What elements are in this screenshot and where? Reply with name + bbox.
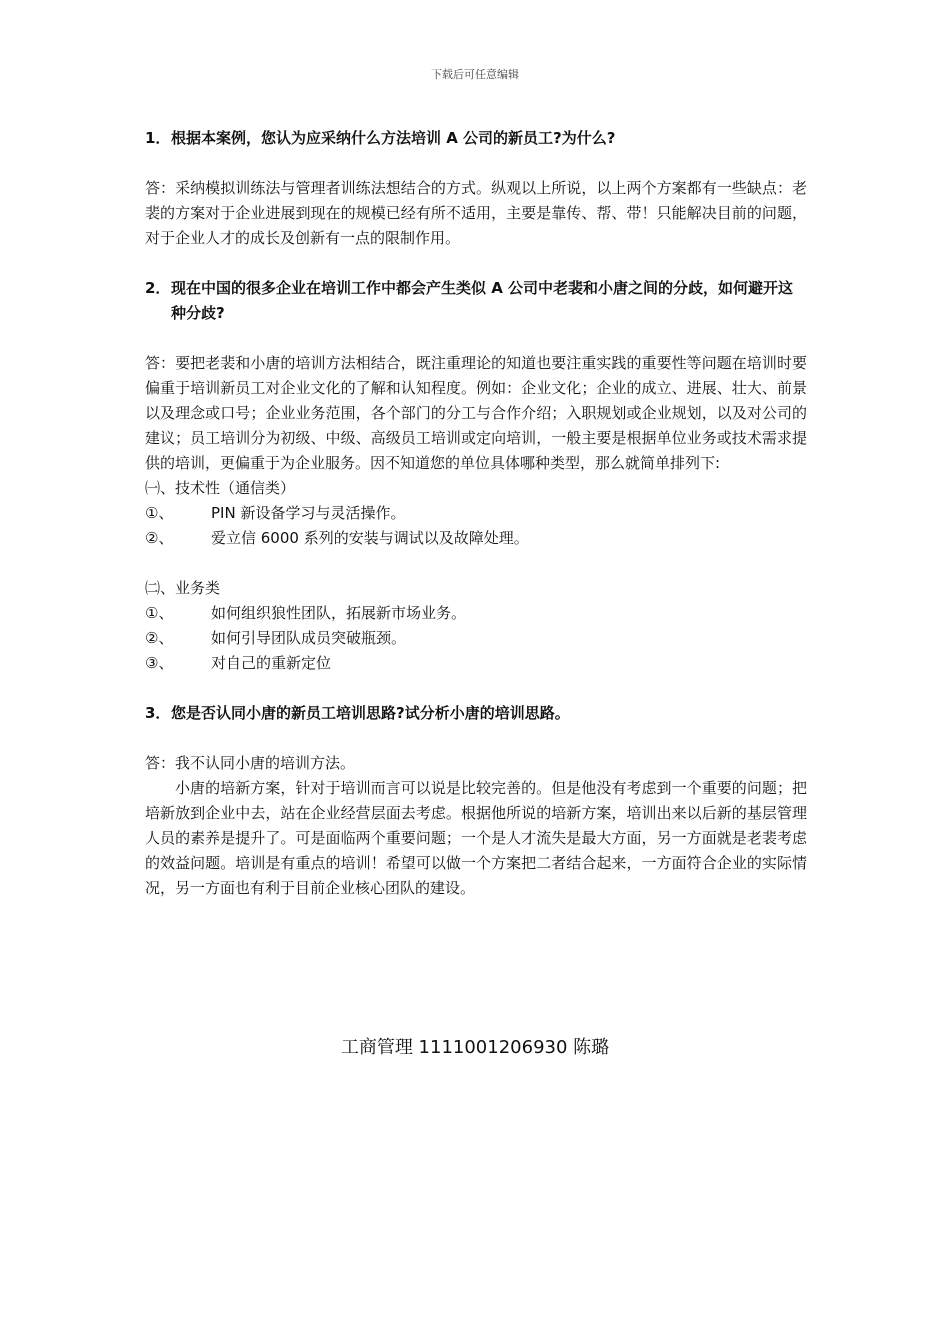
list-item	[145, 601, 807, 626]
question-1-number: 1．	[145, 129, 171, 147]
page-header-note: 下载后可任意编辑	[431, 68, 519, 81]
list-item-mark: ③、	[145, 654, 174, 672]
question-2	[145, 276, 807, 326]
list-item	[145, 501, 807, 526]
question-1-text: 根据本案例，您认为应采纳什么方法培训 A 公司的新员工?为什么?	[171, 129, 616, 147]
group-2-title: ㈡、业务类	[145, 579, 221, 597]
document-body	[145, 126, 807, 901]
answer-3-intro: 答：我不认同小唐的培训方法。	[145, 754, 356, 772]
list-item-mark: ①、	[145, 604, 174, 622]
question-3-number: 3．	[145, 704, 171, 722]
answer-1: 答：采纳模拟训练法与管理者训练法想结合的方式。纵观以上所说，以上两个方案都有一些缺点：老裴的方案对于企业进展到现在的规模已经有所不适用，主要是靠传、帮、带！只能解决目前的问题，对于企业人才的成长及创新有一点的限制作用。	[145, 179, 807, 247]
list-item	[145, 526, 807, 551]
question-2-number: 2．	[145, 279, 171, 297]
list-item-mark: ②、	[145, 529, 174, 547]
list-item-mark: ②、	[145, 629, 174, 647]
list-item	[145, 651, 807, 676]
answer-2: 答：要把老裴和小唐的培训方法相结合，既注重理论的知道也要注重实践的重要性等问题在培训时要偏重于培训新员工对企业文化的了解和认知程度。例如：企业文化；企业的成立、进展、壮大、前景以及理念或口号；企业业务范围，各个部门的分工与合作介绍；入职规划或企业规划，以及对公司的建议；员工培训分为初级、中级、高级员工培训或定向培训，一般主要是根据单位业务或技术需求提供的培训，更偏重于为企业服务。因不知道您的单位具体哪种类型，那么就简单排列下:	[145, 354, 807, 472]
list-item-mark: ①、	[145, 504, 174, 522]
list-item-text: 爱立信 6000 系列的安装与调试以及故障处理。	[211, 529, 529, 547]
list-item-text: 如何引导团队成员突破瓶颈。	[211, 629, 407, 647]
question-3	[145, 701, 807, 726]
group-1-title: ㈠、技术性（通信类）	[145, 479, 296, 497]
list-item-text: 如何组织狼性团队，拓展新市场业务。	[211, 604, 467, 622]
list-item-text: 对自己的重新定位	[211, 654, 332, 672]
list-item-text: PIN 新设备学习与灵活操作。	[211, 504, 406, 522]
question-1	[145, 126, 807, 151]
question-3-text: 您是否认同小唐的新员工培训思路?试分析小唐的培训思路。	[171, 704, 570, 722]
answer-3-body: 小唐的培新方案，针对于培训而言可以说是比较完善的。但是他没有考虑到一个重要的问题；把培新放到企业中去，站在企业经营层面去考虑。根据他所说的培新方案，培训出来以后新的基层管理人员的素养是提升了。可是面临两个重要问题；一个是人才流失是最大方面，另一方面就是老裴考虑的效益问题。培训是有重点的培训！希望可以做一个方案把二者结合起来，一方面符合企业的实际情况，另一方面也有利于目前企业核心团队的建设。	[145, 779, 807, 897]
list-item	[145, 626, 807, 651]
author-signature: 工商管理 1111001206930 陈璐	[340, 1037, 610, 1058]
question-2-text: 现在中国的很多企业在培训工作中都会产生类似 A 公司中老裴和小唐之间的分歧，如何避开这种分歧?	[171, 279, 794, 322]
